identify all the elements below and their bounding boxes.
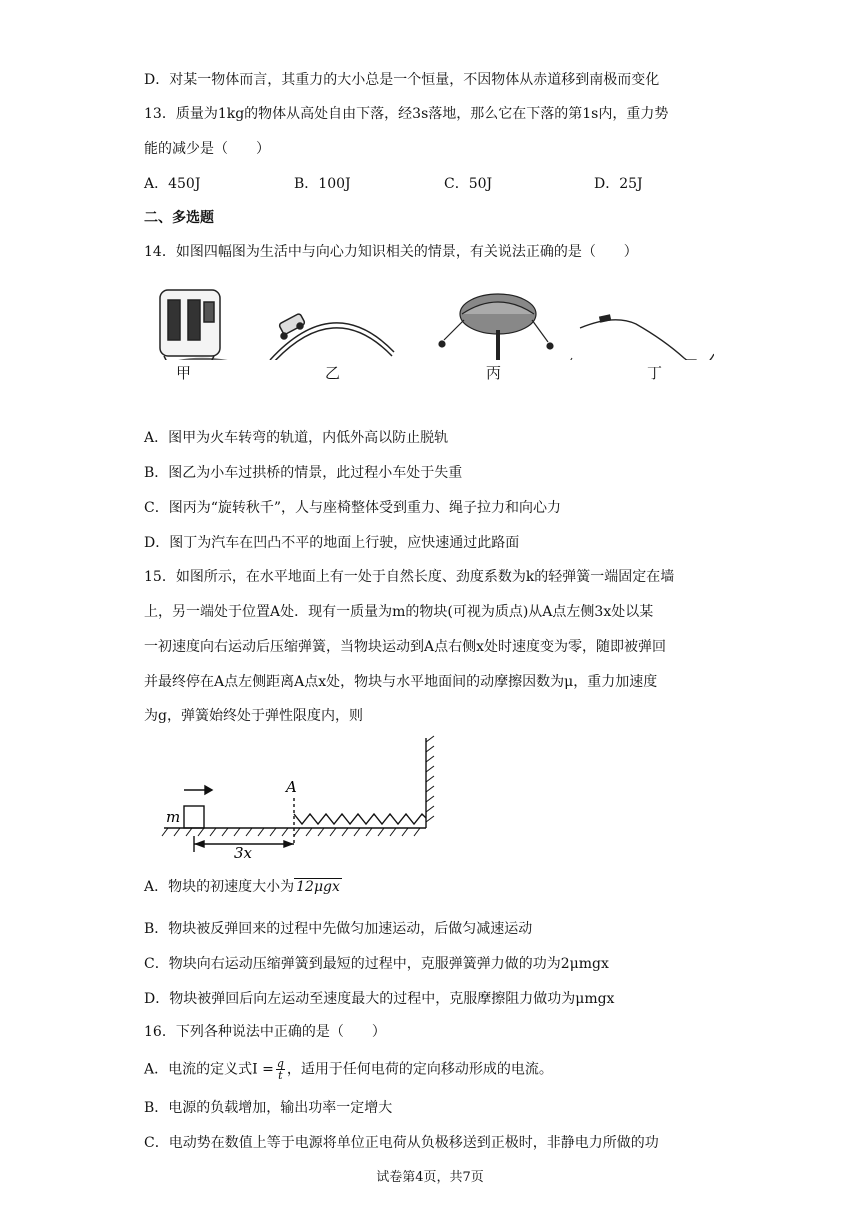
- q15-spring-figure: [160, 734, 440, 862]
- caption-ding: 丁: [647, 364, 663, 382]
- q15-option-c: C．物块向右运动压缩弹簧到最短的过程中，克服弹簧弹力做的功为2μmgx: [144, 956, 609, 972]
- q16-stem: 16．下列各种说法中正确的是（ ）: [144, 1024, 386, 1040]
- label-a: A: [286, 778, 297, 796]
- q14-option-b: B．图乙为小车过拱桥的情景，此过程小车处于失重: [144, 465, 463, 481]
- caption-yi: 乙: [325, 364, 341, 382]
- q13-stem-line1: 13．质量为1kg的物体从高处自由下落，经3s落地，那么它在下落的第1s内，重力势: [144, 106, 669, 122]
- q16-option-a: [144, 1058, 553, 1081]
- section-heading: 二、多选题: [144, 210, 214, 226]
- spring-coil: [294, 814, 426, 824]
- q14-option-d: D．图丁为汽车在凹凸不平的地面上行驶，应快速通过此路面: [144, 535, 520, 551]
- q16-option-a-rest: ，适用于任何电荷的定向移动形成的电流。: [286, 1061, 553, 1078]
- q15-option-b: B．物块被反弹回来的过程中先做匀加速运动，后做匀减速运动: [144, 921, 533, 937]
- caption-jia: 甲: [176, 364, 192, 382]
- q15-option-a-text: A．物块的初速度大小为: [144, 879, 295, 895]
- q14-option-c: C．图丙为“旋转秋千”，人与座椅整体受到重力、绳子拉力和向心力: [144, 500, 562, 516]
- label-3x: 3x: [234, 844, 253, 862]
- q15-option-a: [144, 877, 342, 897]
- q13-option-c: C．50J: [444, 176, 493, 192]
- fraction-q-over-t: [276, 1058, 285, 1081]
- q13-option-a: A．450J: [144, 176, 201, 192]
- caption-bing: 丙: [486, 364, 502, 382]
- q15-stem-line2: 上，另一端处于位置A处．现有一质量为m的物块(可视为质点)从A点左侧3x处以某: [144, 604, 654, 620]
- q15-stem-line3: 一初速度向右运动后压缩弹簧，当物块运动到A点右侧x处时速度变为零，随即被弹回: [144, 639, 667, 655]
- q15-option-d: D．物块被弹回后向左运动至速度最大的过程中，克服摩擦阻力做功为μmgx: [144, 991, 615, 1007]
- sqrt-expression: 12μgx: [296, 879, 340, 895]
- q12-option-d: D．对某一物体而言，其重力的大小总是一个恒量，不因物体从赤道移到南极而变化: [144, 72, 660, 88]
- rotating-swing-figure: [436, 294, 572, 360]
- block-m: [184, 806, 204, 828]
- fraction-denominator: t: [278, 1069, 283, 1082]
- train-track-figure: [144, 290, 240, 360]
- q13-option-d: D．25J: [594, 176, 643, 192]
- label-m: m: [166, 808, 181, 826]
- q16-option-b: B．电源的负载增加，输出功率一定增大: [144, 1100, 393, 1116]
- q14-illustrations: [144, 280, 714, 360]
- q13-option-b: B．100J: [294, 176, 351, 192]
- q16-option-a-text: A．电流的定义式I =: [144, 1061, 274, 1078]
- q15-stem-line4: 并最终停在A点左侧距离A点x处，物块与水平地面间的动摩擦因数为μ，重力加速度: [144, 674, 658, 690]
- arch-bridge-figure: [270, 313, 394, 360]
- q14-stem: 14．如图四幅图为生活中与向心力知识相关的情景，有关说法正确的是（ ）: [144, 244, 638, 260]
- q14-option-a: A．图甲为火车转弯的轨道，内低外高以防止脱轨: [144, 430, 449, 446]
- bumpy-road-figure: [580, 315, 714, 360]
- page-footer: 试卷第4页，共7页: [376, 1170, 484, 1185]
- q13-stem-line2: 能的减少是（ ）: [144, 141, 270, 157]
- q15-stem-line5: 为g，弹簧始终处于弹性限度内，则: [144, 708, 363, 724]
- q15-stem-line1: 15．如图所示，在水平地面上有一处于自然长度、劲度系数为k的轻弹簧一端固定在墙: [144, 569, 675, 585]
- fraction-numerator: q: [276, 1057, 284, 1070]
- q14-figures: [144, 280, 714, 410]
- spring-diagram: [160, 734, 440, 862]
- q16-option-c: C．电动势在数值上等于电源将单位正电荷从负极移送到正极时，非静电力所做的功: [144, 1135, 659, 1151]
